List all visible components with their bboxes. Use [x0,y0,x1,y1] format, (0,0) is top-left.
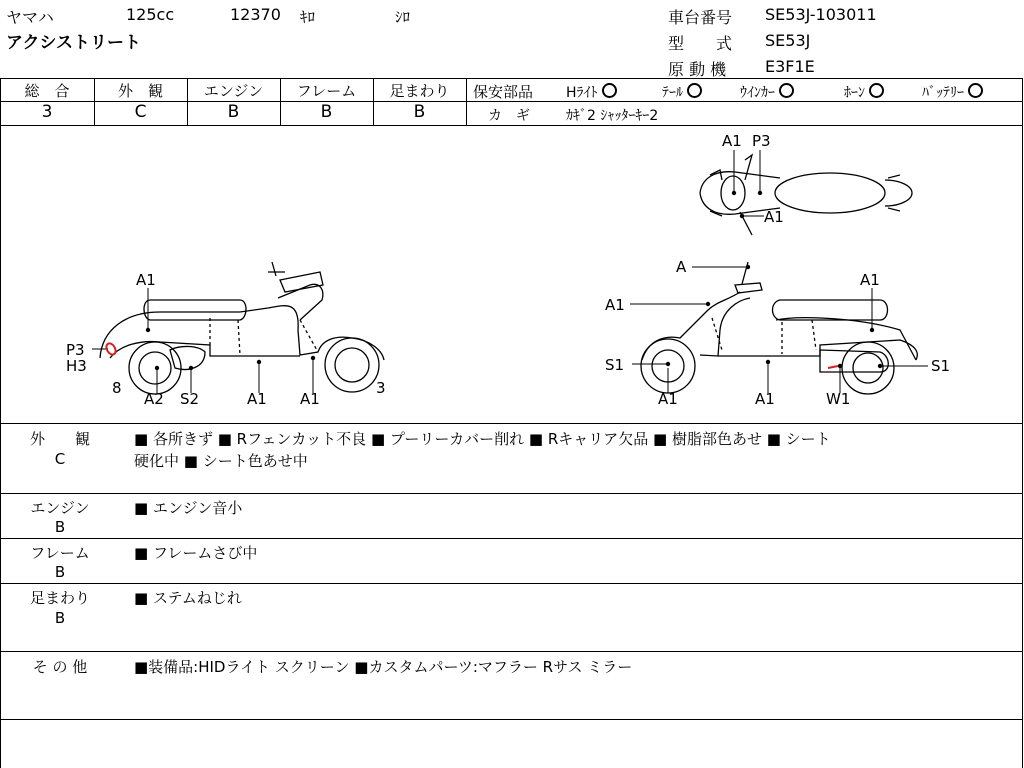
label-left-a2: A2 [144,390,164,408]
type-label: 型 式 [668,34,733,53]
label-right-s1-front: S1 [605,356,625,374]
notes-line-4 [0,651,1023,652]
safety-item-label: ﾃｰﾙ [662,85,683,101]
displacement: 125cc [126,5,175,24]
damage-marks [105,342,838,368]
notes-line-3 [0,583,1023,584]
safety-item-winker [740,82,794,102]
note-label: そ の 他 [32,658,88,676]
ok-circle-icon [869,83,884,98]
label-right-a1-wheel: A1 [658,390,678,408]
grade-top-line [0,78,1023,79]
key-value: ｶｷﾞ2 ｼｬｯﾀｰｷｰ2 [566,108,659,124]
safety-item-horn [844,82,884,102]
grade-header-total: 総 合 [24,82,70,100]
ok-circle-icon [687,83,702,98]
note-text: ■ 各所きず ■ Rフェンカット不良 ■ プーリーカバー削れ ■ Rキャリア欠品 ■ 樹脂部色あせ ■ シート [134,430,831,448]
mileage: 12370 [230,5,281,24]
label-left-a1-seat: A1 [136,271,156,289]
note-label: 外 観 [29,430,90,448]
ok-circle-icon [779,83,794,98]
safety-item-label: ﾊﾞｯﾃﾘｰ [922,85,964,101]
label-right-a1-floor: A1 [755,390,775,408]
color: ｼﾛ [395,8,411,26]
grade-engine: B [227,102,240,122]
damage-diagram [0,126,1022,422]
engine-label: 原 動 機 [668,60,727,79]
label-left-p3: P3 [66,341,85,359]
label-right-a1-front: A1 [605,296,625,314]
note-text-cont: 硬化中 ■ シート色あせ中 [134,452,308,470]
safety-item-label: ｳｲﾝｶｰ [740,85,775,101]
type-value: SE53J [765,31,811,50]
note-label: エンジン [30,499,90,517]
ok-circle-icon [968,83,983,98]
grade-total: 3 [41,102,53,122]
note-label: 足まわり [29,589,90,607]
label-left-a1-floor: A1 [247,390,267,408]
safety-item-tail [662,82,702,102]
safety-item-label: Hﾗｲﾄ [566,85,598,101]
grade-suspension: B [413,102,426,122]
safety-item-headlight [566,82,617,102]
scooter-top-view [700,155,912,235]
grade-exterior: C [134,102,147,122]
label-right-a: A [676,258,687,276]
grade-header-engine: エンジン [203,82,264,100]
note-grade: B [54,518,66,536]
note-text: ■ ステムねじれ [134,589,242,607]
notes-line-2 [0,538,1023,539]
label-left-3: 3 [376,379,386,397]
grade-header-exterior: 外 観 [117,82,163,100]
frame-no-label: 車台番号 [668,8,733,27]
safety-item-battery [922,82,983,102]
engine-value: E3F1E [765,57,815,76]
grade-header-frame: フレーム [296,82,357,100]
notes-line-5 [0,719,1023,720]
note-text: ■ フレームさび中 [134,544,258,562]
diagram-bottom-line [0,423,1023,424]
label-left-8: 8 [112,379,122,397]
note-grade: C [54,450,66,468]
note-text: ■ エンジン音小 [134,499,243,517]
note-grade: B [54,563,66,581]
maker: ヤマハ [6,8,54,27]
label-right-w1: W1 [826,390,851,408]
key-label: カ ギ [488,108,530,124]
label-top-a1-bottom: A1 [764,208,784,226]
label-top-a1: A1 [722,132,742,150]
mileage-unit: ｷﾛ [300,8,316,26]
model-name: アクシストリート [6,33,141,53]
label-top-p3: P3 [752,132,771,150]
notes-line-1 [0,493,1023,494]
label-left-s2: S2 [180,390,200,408]
note-grade: B [54,609,66,627]
label-left-a1-front: A1 [300,390,320,408]
ok-circle-icon [602,83,617,98]
note-label: フレーム [30,544,90,562]
label-right-a1-seat: A1 [860,271,880,289]
frame-no: SE53J-103011 [765,5,877,24]
grade-divider [466,78,467,125]
safety-item-label: ﾎｰﾝ [844,85,865,101]
label-right-s1-rear: S1 [931,357,951,375]
grade-header-suspension: 足まわり [389,82,450,100]
note-text: ■装備品:HIDライト スクリーン ■カスタムパーツ:マフラー Rサス ミラー [134,658,633,676]
label-left-h3: H3 [66,357,87,375]
safety-label: 保安部品 [473,83,534,101]
grade-frame: B [320,102,333,122]
